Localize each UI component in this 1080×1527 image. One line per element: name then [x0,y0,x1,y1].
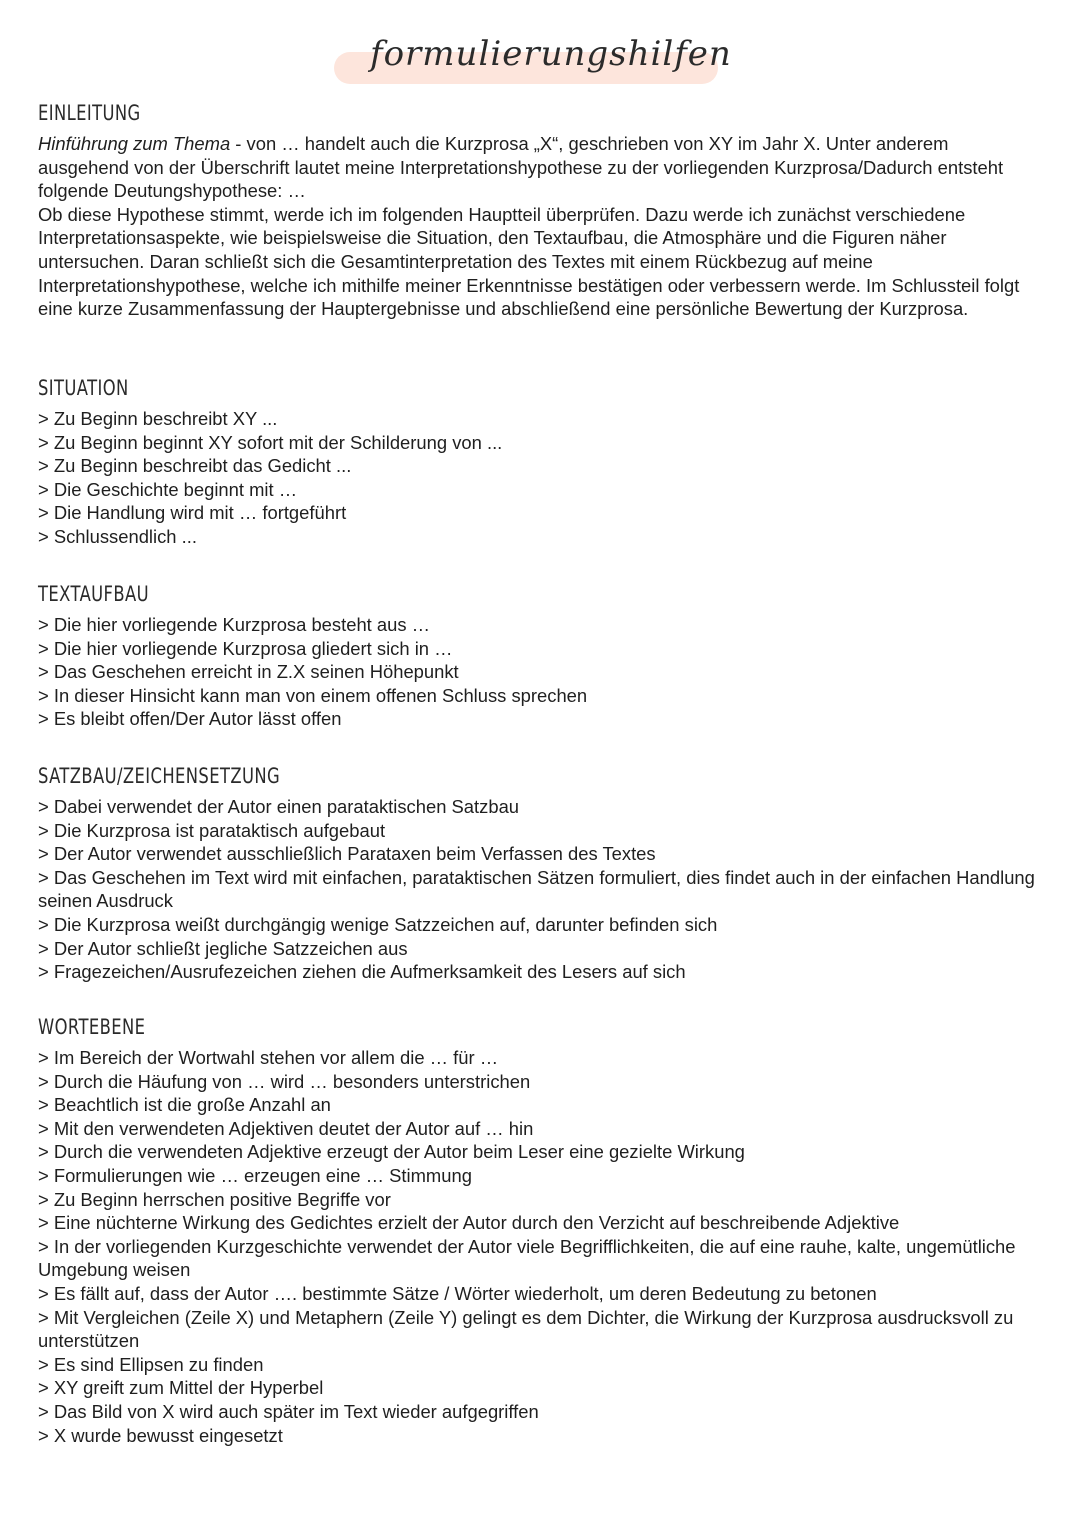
section-satzbau [38,761,1038,984]
list-item: > Der Autor verwendet ausschließlich Parataxen beim Verfassen des Textes [38,843,656,865]
list-item: > Eine nüchterne Wirkung des Gedichtes erzielt der Autor durch den Verzicht auf beschreibende Adjektive [38,1212,900,1234]
list-item: > Die Handlung wird mit … fortgeführt [38,502,347,524]
list-item: > Zu Beginn beginnt XY sofort mit der Schilderung von ... [38,431,503,453]
list-item: > Durch die verwendeten Adjektive erzeugt der Autor beim Leser eine gezielte Wirkung [38,1141,745,1163]
list-item: > Beachtlich ist die große Anzahl an [38,1094,331,1116]
list-item: > Zu Beginn herrschen positive Begriffe vor [38,1188,391,1210]
section-wortebene [38,1012,1038,1447]
einleitung-intro-italic: Hinführung zum Thema [38,133,231,154]
list-item: > Im Bereich der Wortwahl stehen vor allem die … für … [38,1047,499,1068]
list-item: > Die Kurzprosa ist parataktisch aufgebaut [38,819,386,841]
list-item: > Es bleibt offen/Der Autor lässt offen [38,708,342,730]
list-item: > X wurde bewusst eingesetzt [38,1424,283,1446]
einleitung-paragraph-2: Ob diese Hypothese stimmt, werde ich im folgenden Hauptteil überprüfen. Dazu werde ich zunächst verschiedene Interpretationsaspekte, wie beispielsweise die Situation, den Textaufbau, die Atmosphäre und die Figuren näher untersuchen. Daran schließt sich die Gesamtinterpretation des Textes mit einem Rückbezug auf meine Interpretationshypothese, welche ich mithilfe meiner Erkenntnisse bestätigen oder verbessern werde. Im Schlussteil folgt eine kurze Zusammenfassung der Hauptergebnisse und abschließend eine persönliche Bewertung der Kurzprosa. [38,203,1020,320]
list-item: > Zu Beginn beschreibt XY ... [38,408,278,429]
einleitung-intro-rest: - von … handelt auch die Kurzprosa „X“, geschrieben von XY im Jahr X. Unter anderem ausgehend von der Überschrift lautet meine Interpretationshypothese zu der vorliegenden Kurzprosa/Dadurch entsteht folgende Deutungshypothese: … [38,133,1004,202]
section-situation [38,373,1038,549]
heading-wortebene: WORTEBENE [38,1015,146,1039]
heading-situation: SITUATION [38,376,129,400]
list-item: > Mit den verwendeten Adjektiven deutet der Autor auf … hin [38,1117,534,1139]
satzbau-list [38,795,1038,984]
list-item: > Der Autor schließt jegliche Satzzeichen aus [38,937,408,959]
einleitung-paragraph-1 [38,132,1038,203]
heading-textaufbau: TEXTAUFBAU [38,582,149,606]
list-item: > Die hier vorliegende Kurzprosa gliedert sich in … [38,637,453,659]
list-item: > Es sind Ellipsen zu finden [38,1353,264,1375]
list-item: > Die Geschichte beginnt mit … [38,478,298,500]
list-item: > Die hier vorliegende Kurzprosa besteht aus … [38,614,431,635]
list-item: > XY greift zum Mittel der Hyperbel [38,1377,324,1399]
list-item: > In dieser Hinsicht kann man von einem offenen Schluss sprechen [38,684,588,706]
list-item: > Das Bild von X wird auch später im Text wieder aufgegriffen [38,1400,539,1422]
list-item: > Durch die Häufung von … wird … besonders unterstrichen [38,1070,531,1092]
list-item: > Schlussendlich ... [38,525,197,547]
list-item: > Das Geschehen im Text wird mit einfachen, parataktischen Sätzen formuliert, dies findet auch in der einfachen Handlung seinen Ausdruck [38,866,1035,912]
list-item: > Dabei verwendet der Autor einen parataktischen Satzbau [38,796,520,817]
section-textaufbau [38,579,1038,731]
page-title: formulierungshilfen [370,34,732,74]
list-item: > Fragezeichen/Ausrufezeichen ziehen die Aufmerksamkeit des Lesers auf sich [38,961,686,983]
list-item: > In der vorliegenden Kurzgeschichte verwendet der Autor viele Begrifflichkeiten, die auf eine rauhe, kalte, ungemütliche Umgebung weisen [38,1235,1016,1281]
list-item: > Es fällt auf, dass der Autor …. bestimmte Sätze / Wörter wiederholt, um deren Bedeutung zu betonen [38,1282,877,1304]
heading-satzbau: SATZBAU/ZEICHENSETZUNG [38,764,281,788]
section-einleitung [38,98,1038,321]
heading-einleitung: EINLEITUNG [38,101,141,125]
list-item: > Das Geschehen erreicht in Z.X seinen Höhepunkt [38,661,459,683]
list-item: > Formulierungen wie … erzeugen eine … Stimmung [38,1164,472,1186]
list-item: > Die Kurzprosa weißt durchgängig wenige Satzzeichen auf, darunter befinden sich [38,913,718,935]
list-item: > Mit Vergleichen (Zeile X) und Metaphern (Zeile Y) gelingt es dem Dichter, die Wirkung der Kurzprosa ausdrucksvoll zu unterstützen [38,1306,1014,1352]
wortebene-list [38,1046,1038,1447]
list-item: > Zu Beginn beschreibt das Gedicht ... [38,455,352,477]
textaufbau-list [38,613,1038,731]
situation-list [38,407,1038,549]
